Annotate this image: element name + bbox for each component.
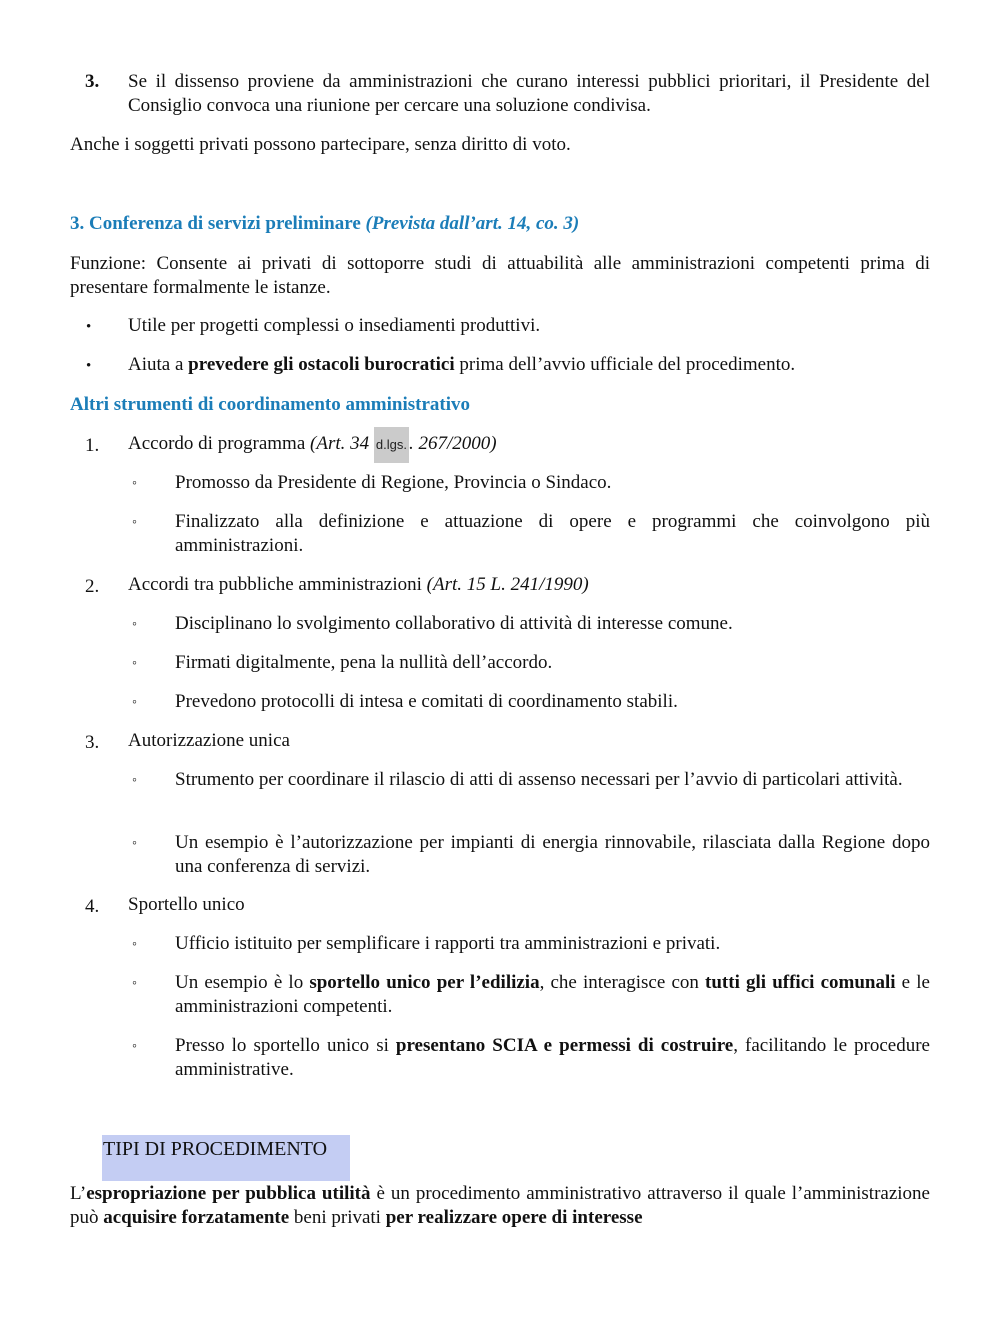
- sub-bullet: ◦: [132, 617, 137, 632]
- sub-item: Promosso da Presidente di Regione, Provincia o Sindaco.: [175, 472, 612, 493]
- sub-item: Ufficio istituito per semplificare i rapporti tra amministrazioni e privati.: [175, 933, 721, 954]
- bullet-item: Aiuta a prevedere gli ostacoli burocratici prima dell’avvio ufficiale del procedimento.: [128, 354, 796, 375]
- list-item-title: Accordo di programma (Art. 34 d.lgs. . 267/2000): [128, 432, 930, 457]
- list-item-title: Sportello unico: [128, 894, 245, 915]
- sub-item: Finalizzato alla definizione e attuazione di opere e programmi che coinvolgono più amministrazioni.: [175, 511, 930, 556]
- list-number: 1.: [85, 435, 100, 456]
- bullet-item: Utile per progetti complessi o insediamenti produttivi.: [128, 315, 541, 336]
- sub-bullet: ◦: [132, 836, 137, 851]
- section-heading-tipi: TIPI DI PROCEDIMENTO: [103, 1138, 328, 1160]
- function-paragraph: Funzione: Consente ai privati di sottoporre studi di attuabilità alle amministrazioni competenti prima di presentare formalmente le istanze.: [70, 253, 930, 298]
- list-item-title: Accordi tra pubbliche amministrazioni (Art. 15 L. 241/1990): [128, 574, 589, 595]
- item3-text: Se il dissenso proviene da amministrazioni che curano interessi pubblici prioritari, il Presidente del Consiglio convoca una riunione per cercare una soluzione condivisa.: [128, 71, 930, 116]
- heading-main: 3. Conferenza di servizi preliminare: [70, 213, 366, 234]
- list-number: 4.: [85, 896, 100, 917]
- bullet-dot: •: [86, 358, 92, 374]
- sub-item: Firmati digitalmente, pena la nullità dell’accordo.: [175, 652, 553, 673]
- highlight-annotation: d.lgs.: [374, 427, 409, 463]
- bullet-dot: •: [86, 319, 92, 335]
- sub-item: Presso lo sportello unico si presentano SCIA e permessi di costruire, facilitando le procedure amministrative.: [175, 1035, 930, 1080]
- sub-bullet: ◦: [132, 476, 137, 491]
- item3-number: 3.: [85, 71, 100, 92]
- sub-bullet: ◦: [132, 937, 137, 952]
- sub-bullet: ◦: [132, 1039, 137, 1054]
- sub-bullet: ◦: [132, 976, 137, 991]
- section-heading-conferenza-preliminare: [70, 212, 930, 236]
- sub-item: Un esempio è lo sportello unico per l’edilizia, che interagisce con tutti gli uffici comunali e le amministrazioni competenti.: [175, 972, 930, 1017]
- sub-bullet: ◦: [132, 773, 137, 788]
- sub-item: Strumento per coordinare il rilascio di atti di assenso necessari per l’avvio di particolari attività.: [175, 769, 903, 790]
- section-heading-altri-strumenti: Altri strumenti di coordinamento amministrativo: [70, 394, 471, 415]
- sub-item: Un esempio è l’autorizzazione per impianti di energia rinnovabile, rilasciata dalla Regione dopo una conferenza di servizi.: [175, 832, 930, 877]
- espropriazione-paragraph: L’espropriazione per pubblica utilità è un procedimento amministrativo attraverso il quale l’amministrazione può acquisire forzatamente beni privati per realizzare opere di interesse: [70, 1183, 930, 1228]
- sub-bullet: ◦: [132, 656, 137, 671]
- list-item-title: Autorizzazione unica: [128, 730, 290, 751]
- sub-bullet: ◦: [132, 695, 137, 710]
- private-note: Anche i soggetti privati possono partecipare, senza diritto di voto.: [70, 134, 571, 155]
- sub-item: Prevedono protocolli di intesa e comitati di coordinamento stabili.: [175, 691, 678, 712]
- sub-item: Disciplinano lo svolgimento collaborativo di attività di interesse comune.: [175, 613, 733, 634]
- sub-bullet: ◦: [132, 515, 137, 530]
- heading-ref: (Prevista dall’art. 14, co. 3): [365, 213, 580, 234]
- list-number: 3.: [85, 732, 100, 753]
- list-number: 2.: [85, 576, 100, 597]
